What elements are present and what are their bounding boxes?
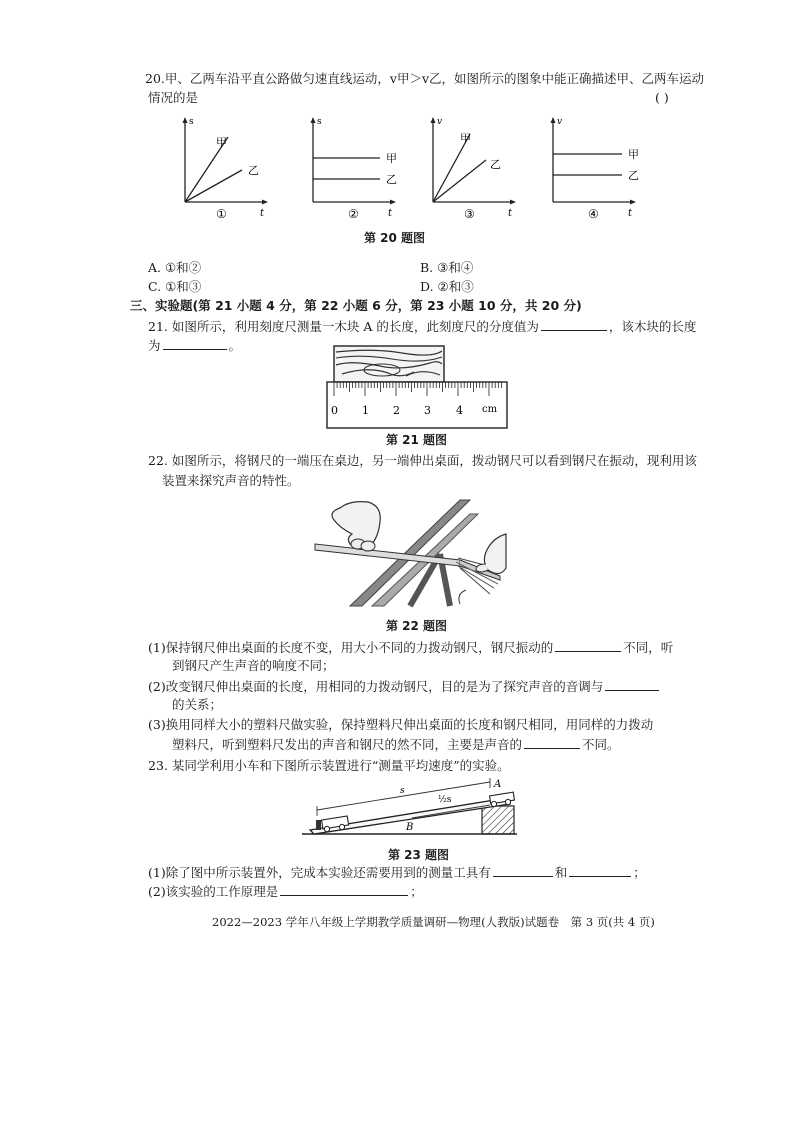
- section-3-heading: 三、实验题(第 21 小题 4 分，第 22 小题 6 分，第 23 小题 10 分，共 20 分): [130, 298, 582, 313]
- q22-sub1-line2: 到钢尺产生声音的响度不同；: [172, 658, 335, 673]
- q22-blank-2: [605, 677, 659, 691]
- page-footer: 2022—2023 学年八年级上学期教学质量调研—物理(人教版)试题卷 第 3 页(共 4 页): [212, 915, 655, 929]
- q20-option-b: B. ③和④: [420, 260, 474, 275]
- q21-blank-division: [541, 317, 607, 331]
- q21-caption: 第 21 题图: [386, 433, 448, 447]
- graph3-number: ③: [464, 207, 475, 221]
- q23-sub1-end: ；: [633, 865, 646, 880]
- q23-sub2-end: ；: [410, 884, 423, 899]
- q23-sub2-row: [148, 882, 423, 901]
- graph3-label-jia: 甲: [460, 132, 471, 145]
- graph1-label-jia: 甲: [216, 136, 227, 149]
- graph1-number: ①: [216, 207, 227, 221]
- label-half-s: ½s: [438, 795, 452, 805]
- graph2-label-yi: 乙: [386, 173, 397, 186]
- graph3-x-label: t: [508, 208, 513, 219]
- q23-sub1-row: [148, 863, 646, 882]
- q20-answer-paren: ( ): [655, 90, 669, 105]
- q23-sub1-and: 和: [554, 865, 568, 880]
- q20-graph-1: [170, 112, 270, 222]
- q20-option-c: C. ①和③: [148, 279, 202, 294]
- graph4-x-label: t: [628, 208, 633, 219]
- q23-blank-tool-1: [493, 863, 553, 877]
- q22-stem-line2: 装置来探究声音的特性。: [162, 473, 300, 488]
- q22-sub2-text: (2)改变钢尺伸出桌面的长度，用相同的力拨动钢尺，目的是为了探究声音的音调与: [148, 679, 604, 694]
- ruler-label-2: 2: [393, 404, 400, 417]
- graph1-x-label: t: [260, 208, 265, 219]
- q22-sub1-text-end: 不同，听: [623, 640, 674, 655]
- ruler-label-0: 0: [331, 404, 338, 417]
- q23-stem: 23. 某同学利用小车和下图所示装置进行“测量平均速度”的实验。: [148, 758, 510, 773]
- q22-ruler-vibration-figure: [310, 494, 510, 610]
- graph2-x-label: t: [388, 208, 393, 219]
- q20-graph-2: [298, 112, 408, 222]
- q21-stem-line2: 为: [148, 338, 161, 353]
- ruler-label-3: 3: [424, 404, 431, 417]
- q23-sub1-text: (1)除了图中所示装置外，完成本实验还需要用到的测量工具有: [148, 865, 491, 880]
- q22-caption: 第 22 题图: [386, 619, 448, 633]
- q22-stem-line1: 22. 如图所示，将钢尺的一端压在桌边，另一端伸出桌面，拨动钢尺可以看到钢尺在振动，现利用该: [148, 453, 697, 468]
- q21-blank-length: [163, 336, 227, 350]
- graph4-number: ④: [588, 207, 599, 221]
- q20-caption: 第 20 题图: [364, 231, 426, 245]
- q21-stem-line1: 21. 如图所示，利用刻度尺测量一木块 A 的长度，此刻度尺的分度值为: [148, 319, 539, 334]
- ruler-label-4: 4: [456, 404, 463, 417]
- graph2-y-label: s: [317, 117, 322, 127]
- support-block: [482, 806, 514, 834]
- q22-sub3-text-end: 不同。: [582, 737, 620, 752]
- label-a: A: [494, 779, 502, 790]
- q22-sub1-row: [148, 638, 673, 657]
- q20-graph-4: [538, 112, 648, 222]
- q21-stem-line2-end: 。: [228, 338, 242, 353]
- graph4-label-jia: 甲: [628, 148, 639, 161]
- ruler-unit: cm: [482, 404, 498, 415]
- q22-blank-3: [524, 735, 580, 749]
- q21-stem-line2-row: [148, 336, 241, 355]
- q22-sub2-row: [148, 677, 661, 696]
- q22-sub3-row: [172, 735, 620, 754]
- q22-sub2-line2: 的关系；: [172, 697, 223, 712]
- graph4-y-label: v: [557, 117, 563, 127]
- q20-option-d: D. ②和③: [420, 279, 474, 294]
- q20-stem-line1: 20.甲、乙两车沿平直公路做匀速直线运动，v甲＞v乙，如图所示的图象中能正确描述甲、乙两车运动: [145, 71, 705, 86]
- label-b: B: [406, 822, 414, 833]
- graph3-label-yi: 乙: [490, 158, 501, 171]
- q20-option-a: A. ①和②: [148, 260, 202, 275]
- q21-stem-line1-end: ，该木块的长度: [608, 319, 697, 334]
- ruler-body: [327, 382, 507, 428]
- q21-stem-line1-row: [148, 317, 696, 336]
- q20-stem-line2: 情况的是: [148, 90, 199, 105]
- graph2-label-jia: 甲: [386, 152, 397, 165]
- graph1-y-label: s: [189, 117, 194, 127]
- q22-sub3-text: 塑料尺，听到塑料尺发出的声音和钢尺的然不同，主要是声音的: [172, 737, 523, 752]
- q20-graph-3: [418, 112, 518, 222]
- graph4-label-yi: 乙: [628, 169, 639, 182]
- q22-blank-1: [555, 638, 621, 652]
- q23-blank-principle: [280, 882, 408, 896]
- q22-sub3-line1: (3)换用同样大小的塑料尺做实验，保持塑料尺伸出桌面的长度和钢尺相同，用同样的力拨动: [148, 717, 654, 732]
- q23-blank-tool-2: [569, 863, 631, 877]
- label-s: s: [400, 786, 405, 796]
- q23-sub2-text: (2)该实验的工作原理是: [148, 884, 279, 899]
- graph3-y-label: v: [437, 117, 443, 127]
- graph2-number: ②: [348, 207, 359, 221]
- q23-caption: 第 23 题图: [388, 848, 450, 862]
- graph1-label-yi: 乙: [248, 164, 259, 177]
- q21-ruler-figure: [322, 346, 512, 430]
- ruler-label-1: 1: [362, 404, 369, 417]
- q23-incline-figure: [302, 772, 522, 842]
- q22-sub1-text: (1)保持钢尺伸出桌面的长度不变，用大小不同的力拨动钢尺，钢尺振动的: [148, 640, 554, 655]
